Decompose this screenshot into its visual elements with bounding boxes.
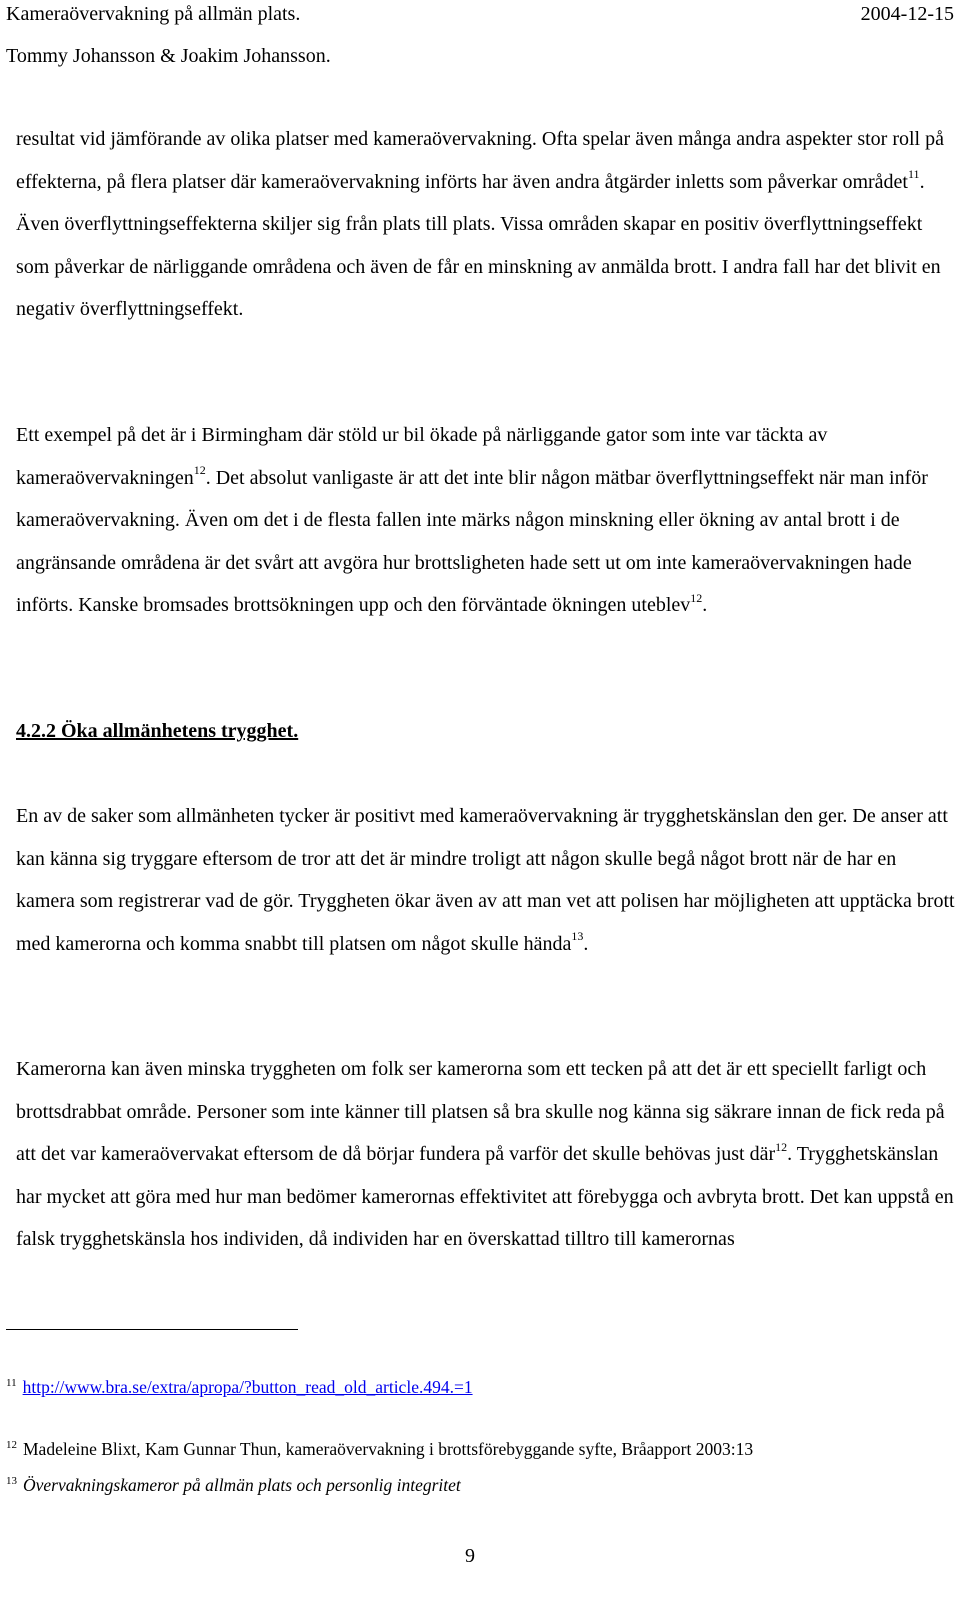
paragraph-text: En av de saker som allmänheten tycker är positivt med kameraövervakning är trygghetskänslan den ger. De anser att kan känna sig tryggare eftersom de tror att det är mindre troligt att någon skulle begå något brott när de har en kamera som registrerar vad de gör. Tryggheten ökar även av att man vet att polisen har möjligheten att upptäcka brott med kamerorna och komma snabbt till platsen om något skulle hända <box>16 805 955 955</box>
footnote-text: Övervakningskameror på allmän plats och personlig integritet <box>23 1475 461 1495</box>
footnote-text: Madeleine Blixt, Kam Gunnar Thun, kameraövervakning i brottsförebyggande syfte, Bråapport 2003:13 <box>23 1439 754 1459</box>
paragraph-displacement-effects <box>16 118 956 331</box>
page-header-row-2 <box>6 44 954 68</box>
footnote-12 <box>6 1438 753 1460</box>
paragraph-text: . Det absolut vanligaste är att det inte blir någon mätbar överflyttningseffekt när man inför kameraövervakning. Även om det i de flesta fallen inte märks någon minskning eller ökning av antal brott i de angränsande områdena är det svårt att avgöra hur brottsligheten hade sett ut om inte kameraövervakningen hade införts. Kanske bromsades brottsökningen upp och den förväntade ökningen uteblev <box>16 466 928 617</box>
paragraph-text: . Även överflyttningseffekterna skiljer sig från plats till plats. Vissa områden skapar en positiv överflyttningseffekt som påverkar de närliggande områdena och även de får en minskning av anmälda brott. I andra fall har det blivit en negativ överflyttningseffekt. <box>16 170 941 321</box>
footnote-mark: 11 <box>6 1377 17 1390</box>
paragraph-text: resultat vid jämförande av olika platser med kameraövervakning. Ofta spelar även många andra aspekter stor roll på effekterna, på flera platser där kameraövervakning införts har även andra åtgärder inletts som påverkar området <box>16 128 944 193</box>
footnote-ref-12[interactable]: 12 <box>690 590 703 605</box>
footnote-link[interactable]: http://www.bra.se/extra/apropa/?button_read_old_article.494.=1 <box>22 1377 473 1397</box>
paragraph-birmingham-example <box>16 414 956 627</box>
paragraph-text: Kamerorna kan även minska tryggheten om folk ser kamerorna som ett tecken på att det är ett speciellt farligt och brottsdrabbat område. Personer som inte känner till platsen så bra skulle nog känna sig säkrare innan de fick reda på att det var kameraövervakat eftersom de då börjar fundera på varför det skulle behövas just där <box>16 1058 945 1166</box>
section-heading: 4.2.2 Öka allmänhetens trygghet. <box>16 720 299 742</box>
document-date: 2004-12-15 <box>860 3 954 25</box>
paragraph-text: . <box>702 594 708 617</box>
page-header-row-1 <box>6 2 954 26</box>
paragraph-text: . Trygghetskänslan har mycket att göra med hur man bedömer kamerornas effektivitet att förebygga och avbryta brott. Det kan uppstå en falsk trygghetskänsla hos individen, då individen har en överskattad tilltro till kamerornas <box>16 1143 954 1251</box>
footnote-ref-11[interactable]: 11 <box>908 166 920 181</box>
footnote-ref-12[interactable]: 12 <box>193 462 206 477</box>
document-authors: Tommy Johansson & Joakim Johansson. <box>6 45 331 67</box>
footnote-mark: 12 <box>6 1439 17 1452</box>
footnote-separator <box>6 1329 298 1330</box>
footnote-ref-13[interactable]: 13 <box>571 929 584 944</box>
footnote-mark: 13 <box>6 1475 17 1488</box>
paragraph-public-safety <box>16 795 956 965</box>
paragraph-text: . <box>583 932 589 955</box>
paragraph-reduced-safety <box>16 1048 956 1261</box>
footnote-13 <box>6 1474 461 1496</box>
footnote-11 <box>6 1376 473 1398</box>
footnote-ref-12[interactable]: 12 <box>775 1139 788 1154</box>
page-number: 9 <box>465 1545 475 1567</box>
document-title: Kameraövervakning på allmän plats. <box>6 3 301 25</box>
paragraph-text: Ett exempel på det är i Birmingham där stöld ur bil ökade på närliggande gator som inte var täckta av kameraövervakningen <box>16 424 828 489</box>
